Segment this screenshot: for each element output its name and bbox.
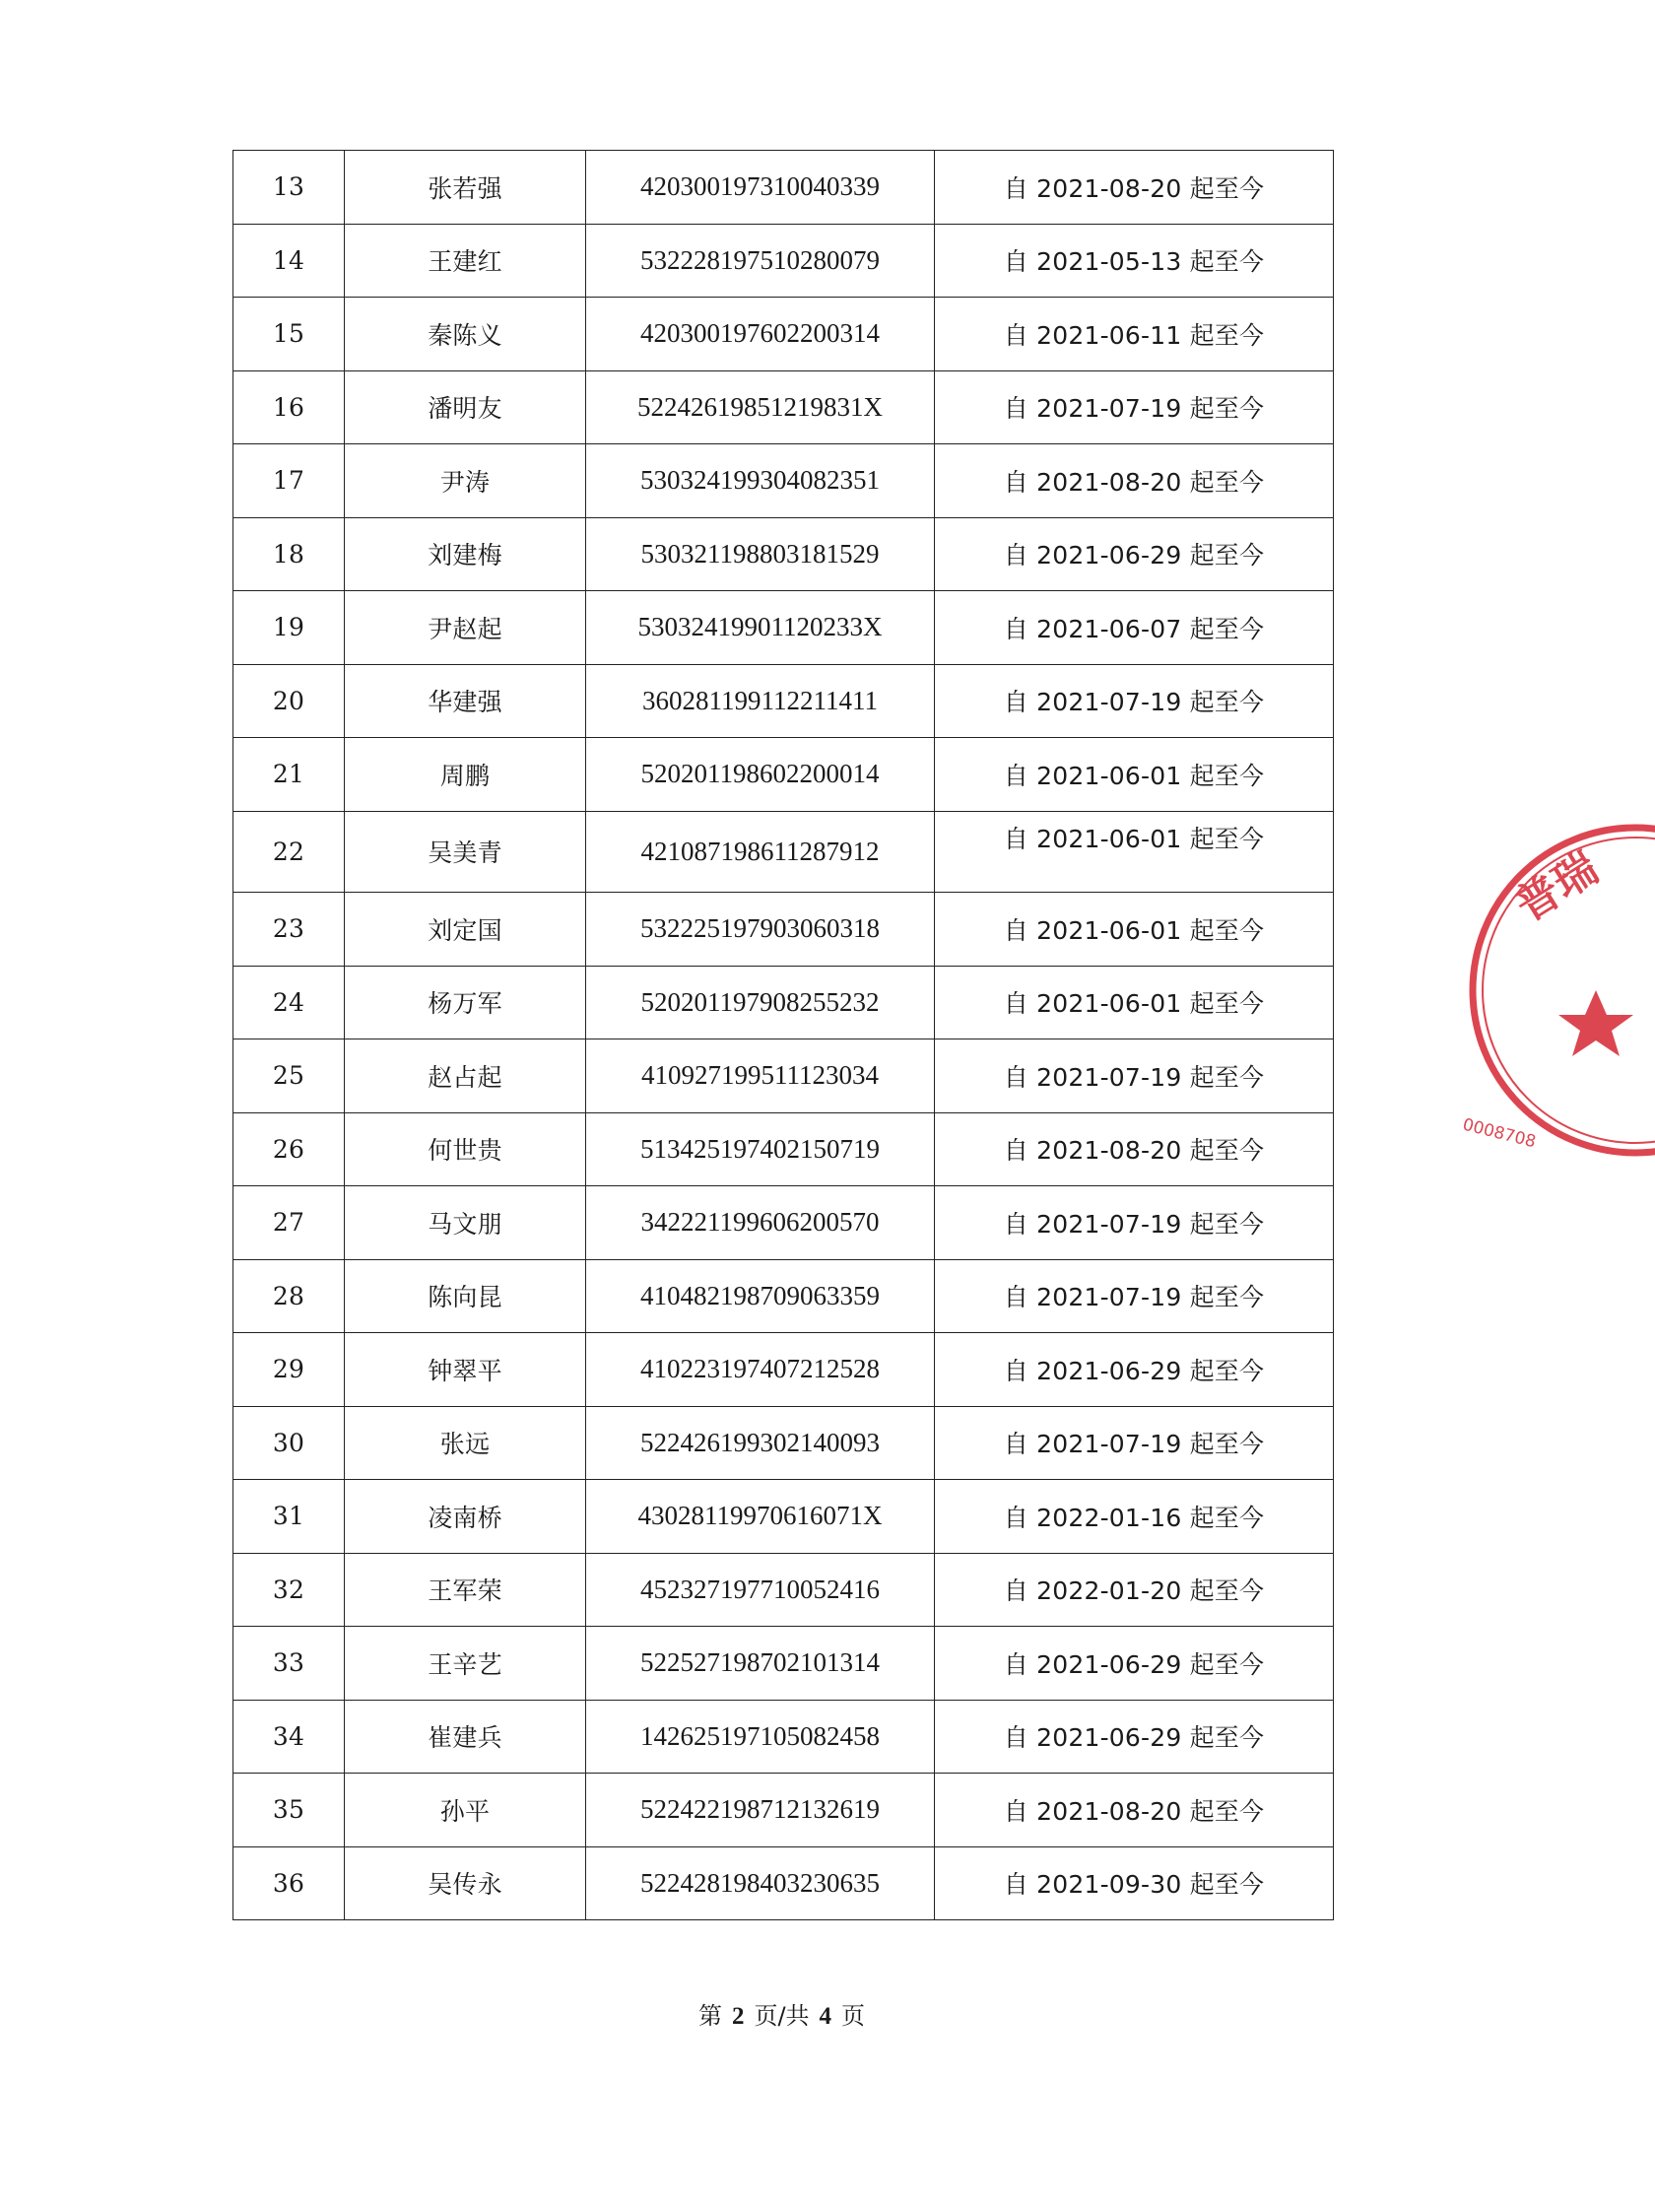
table-row [233, 966, 1334, 1039]
row-name: 刘建梅 [345, 517, 586, 591]
row-number: 18 [233, 517, 345, 591]
row-id-number: 530321198803181529 [586, 517, 935, 591]
row-period: 自 2021-06-29 起至今 [935, 517, 1334, 591]
personnel-table [232, 150, 1334, 1920]
row-name: 陈向昆 [345, 1259, 586, 1333]
row-period: 自 2021-08-20 起至今 [935, 1112, 1334, 1186]
row-id-number: 532225197903060318 [586, 893, 935, 967]
row-period: 自 2022-01-20 起至今 [935, 1553, 1334, 1627]
row-name: 杨万军 [345, 966, 586, 1039]
row-id-number: 410482198709063359 [586, 1259, 935, 1333]
row-period: 自 2021-06-29 起至今 [935, 1627, 1334, 1701]
row-period: 自 2021-06-01 起至今 [935, 966, 1334, 1039]
row-number: 28 [233, 1259, 345, 1333]
table-row [233, 151, 1334, 225]
row-name: 尹涛 [345, 444, 586, 518]
row-name: 华建强 [345, 664, 586, 738]
row-number: 24 [233, 966, 345, 1039]
table-row [233, 1480, 1334, 1554]
table-row [233, 517, 1334, 591]
row-id-number: 522527198702101314 [586, 1627, 935, 1701]
row-period: 自 2022-01-16 起至今 [935, 1480, 1334, 1554]
row-name: 王辛艺 [345, 1627, 586, 1701]
table-row [233, 1112, 1334, 1186]
row-period: 自 2021-07-19 起至今 [935, 370, 1334, 444]
row-number: 14 [233, 224, 345, 298]
row-period: 自 2021-07-19 起至今 [935, 664, 1334, 738]
seal-star-icon [1558, 990, 1633, 1056]
table-row [233, 1039, 1334, 1113]
row-name: 吴美青 [345, 811, 586, 893]
row-number: 21 [233, 738, 345, 812]
table-row [233, 1774, 1334, 1847]
row-number: 30 [233, 1406, 345, 1480]
row-id-number: 360281199112211411 [586, 664, 935, 738]
table-row [233, 1406, 1334, 1480]
table-row [233, 811, 1334, 893]
row-number: 31 [233, 1480, 345, 1554]
row-number: 35 [233, 1774, 345, 1847]
row-number: 20 [233, 664, 345, 738]
row-period: 自 2021-05-13 起至今 [935, 224, 1334, 298]
row-period: 自 2021-06-11 起至今 [935, 298, 1334, 371]
footer-middle: 页/共 [754, 2002, 810, 2030]
row-name: 凌南桥 [345, 1480, 586, 1554]
table-row [233, 1846, 1334, 1920]
table-row [233, 1553, 1334, 1627]
row-id-number: 43028119970616071X [586, 1480, 935, 1554]
row-id-number: 522422198712132619 [586, 1774, 935, 1847]
row-name: 张远 [345, 1406, 586, 1480]
row-number: 32 [233, 1553, 345, 1627]
row-period: 自 2021-06-29 起至今 [935, 1333, 1334, 1407]
row-name: 孙平 [345, 1774, 586, 1847]
row-number: 19 [233, 591, 345, 665]
table-row [233, 1186, 1334, 1260]
seal-code: 0008708 [1460, 1114, 1538, 1153]
row-number: 15 [233, 298, 345, 371]
row-number: 36 [233, 1846, 345, 1920]
row-id-number: 53032419901120233X [586, 591, 935, 665]
row-period: 自 2021-08-20 起至今 [935, 1774, 1334, 1847]
table-row [233, 1627, 1334, 1701]
row-period: 自 2021-08-20 起至今 [935, 151, 1334, 225]
table-body [233, 151, 1334, 1920]
row-number: 29 [233, 1333, 345, 1407]
row-name: 赵占起 [345, 1039, 586, 1113]
row-id-number: 142625197105082458 [586, 1700, 935, 1774]
row-number: 22 [233, 811, 345, 893]
row-id-number: 513425197402150719 [586, 1112, 935, 1186]
row-period: 自 2021-07-19 起至今 [935, 1186, 1334, 1260]
row-name: 周鹏 [345, 738, 586, 812]
company-seal-stamp [1458, 818, 1655, 1192]
row-period: 自 2021-07-19 起至今 [935, 1259, 1334, 1333]
row-id-number: 342221199606200570 [586, 1186, 935, 1260]
row-name: 马文朋 [345, 1186, 586, 1260]
footer-total-pages: 4 [819, 2003, 832, 2030]
row-number: 27 [233, 1186, 345, 1260]
row-name: 潘明友 [345, 370, 586, 444]
row-number: 33 [233, 1627, 345, 1701]
table-row [233, 444, 1334, 518]
footer-suffix: 页 [841, 2002, 866, 2030]
row-id-number: 452327197710052416 [586, 1553, 935, 1627]
table-row [233, 1700, 1334, 1774]
table-row [233, 591, 1334, 665]
seal-text: 普瑞 [1506, 842, 1608, 932]
table-row [233, 370, 1334, 444]
footer-current-page: 2 [731, 2003, 745, 2030]
footer-prefix: 第 [697, 2002, 722, 2030]
page-footer [0, 1996, 1563, 2031]
row-id-number: 522426199302140093 [586, 1406, 935, 1480]
row-number: 16 [233, 370, 345, 444]
row-id-number: 520201198602200014 [586, 738, 935, 812]
table-row [233, 893, 1334, 967]
row-name: 尹赵起 [345, 591, 586, 665]
table-row [233, 298, 1334, 371]
row-number: 23 [233, 893, 345, 967]
row-period: 自 2021-07-19 起至今 [935, 1406, 1334, 1480]
row-id-number: 522428198403230635 [586, 1846, 935, 1920]
row-period: 自 2021-06-01 起至今 [935, 811, 1334, 893]
table-row [233, 1333, 1334, 1407]
row-name: 崔建兵 [345, 1700, 586, 1774]
row-name: 刘定国 [345, 893, 586, 967]
row-period: 自 2021-06-01 起至今 [935, 893, 1334, 967]
row-id-number: 420300197602200314 [586, 298, 935, 371]
row-number: 25 [233, 1039, 345, 1113]
row-name: 张若强 [345, 151, 586, 225]
row-name: 秦陈义 [345, 298, 586, 371]
row-id-number: 52242619851219831X [586, 370, 935, 444]
table-row [233, 664, 1334, 738]
row-period: 自 2021-08-20 起至今 [935, 444, 1334, 518]
row-id-number: 520201197908255232 [586, 966, 935, 1039]
row-id-number: 410223197407212528 [586, 1333, 935, 1407]
row-number: 17 [233, 444, 345, 518]
row-period: 自 2021-06-29 起至今 [935, 1700, 1334, 1774]
row-period: 自 2021-06-01 起至今 [935, 738, 1334, 812]
row-id-number: 421087198611287912 [586, 811, 935, 893]
row-period: 自 2021-09-30 起至今 [935, 1846, 1334, 1920]
row-number: 13 [233, 151, 345, 225]
row-number: 26 [233, 1112, 345, 1186]
row-name: 钟翠平 [345, 1333, 586, 1407]
row-id-number: 530324199304082351 [586, 444, 935, 518]
row-name: 王建红 [345, 224, 586, 298]
row-period: 自 2021-06-07 起至今 [935, 591, 1334, 665]
row-name: 何世贵 [345, 1112, 586, 1186]
table-row [233, 738, 1334, 812]
row-number: 34 [233, 1700, 345, 1774]
table-row [233, 224, 1334, 298]
row-id-number: 532228197510280079 [586, 224, 935, 298]
row-id-number: 420300197310040339 [586, 151, 935, 225]
table-row [233, 1259, 1334, 1333]
row-name: 王军荣 [345, 1553, 586, 1627]
row-name: 吴传永 [345, 1846, 586, 1920]
row-period: 自 2021-07-19 起至今 [935, 1039, 1334, 1113]
row-id-number: 410927199511123034 [586, 1039, 935, 1113]
